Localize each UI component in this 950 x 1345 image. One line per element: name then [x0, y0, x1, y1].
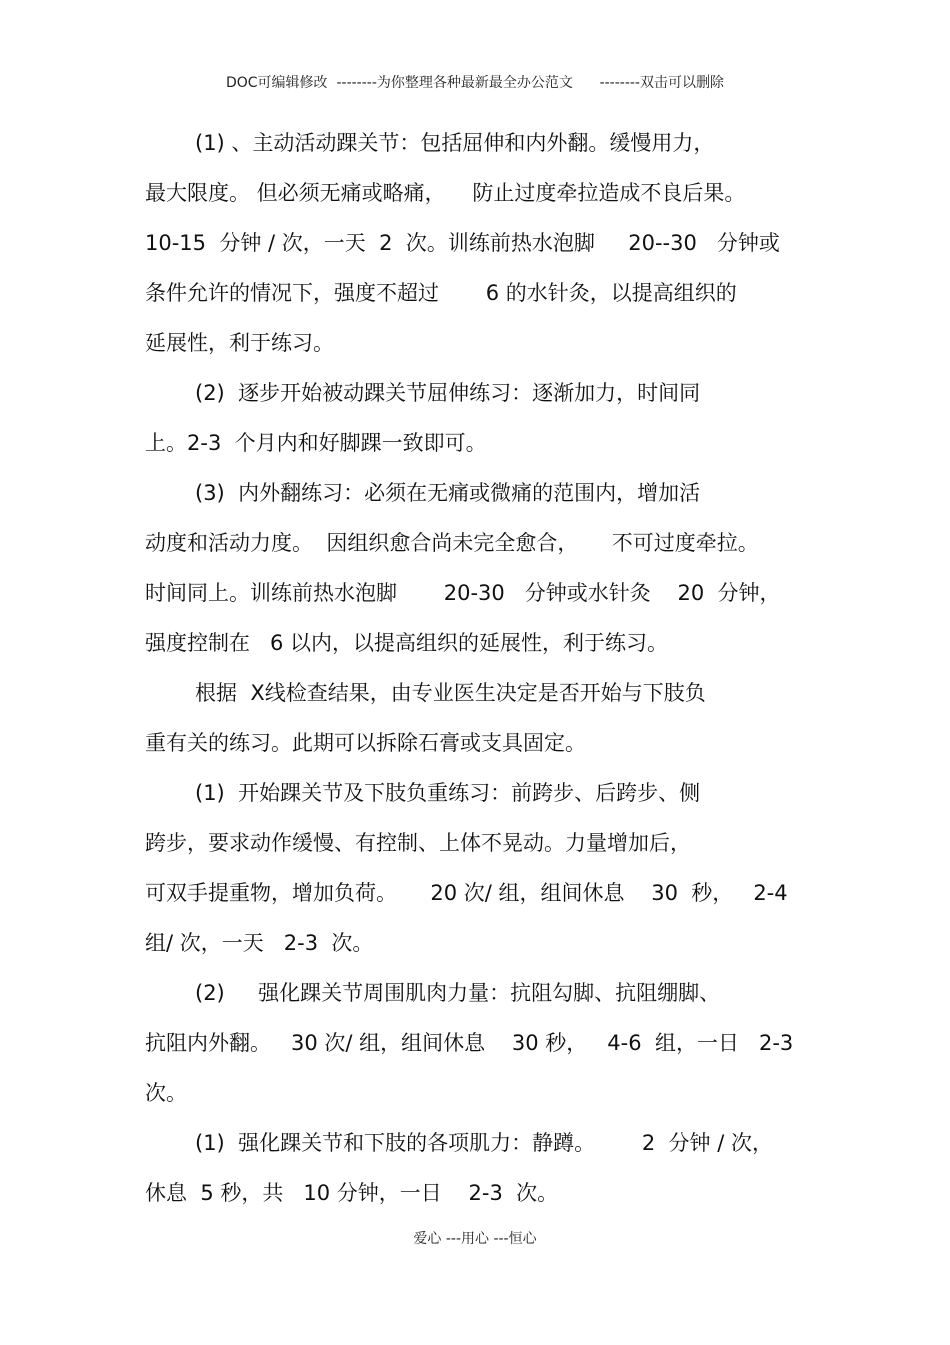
text-line: 重有关的练习。此期可以拆除石膏或支具固定。	[145, 731, 586, 755]
page-footer: 爱心 ---用心 ---恒心	[413, 1231, 537, 1247]
text-line: (3) 内外翻练习：必须在无痛或微痛的范围内，增加活	[195, 481, 701, 505]
text-line: 时间同上。训练前热水泡脚 20-30 分钟或水针灸 20 分钟，	[145, 581, 781, 605]
text-line: 强度控制在 6 以内，以提高组织的延展性，利于练习。	[145, 631, 669, 655]
text-line: 可双手提重物，增加负荷。 20 次/ 组，组间休息 30 秒， 2-4	[145, 881, 788, 905]
text-line: 条件允许的情况下，强度不超过 6 的水针灸，以提高组织的	[145, 281, 737, 305]
text-line: 根据 X线检查结果，由专业医生决定是否开始与下肢负	[195, 681, 706, 705]
text-line: (2) 逐步开始被动踝关节屈伸练习：逐渐加力，时间同	[195, 381, 701, 405]
text-line: 组/ 次，一天 2-3 次。	[145, 931, 374, 955]
text-line: (1) 开始踝关节及下肢负重练习：前跨步、后跨步、侧	[195, 781, 701, 805]
text-line: (1) 强化踝关节和下肢的各项肌力：静蹲。 2 分钟 / 次，	[195, 1131, 773, 1155]
text-line: 10-15 分钟 / 次，一天 2 次。训练前热水泡脚 20--30 分钟或	[145, 231, 780, 255]
text-line: 上。2-3 个月内和好脚踝一致即可。	[145, 431, 487, 455]
text-line: (1) 、主动活动踝关节：包括屈伸和内外翻。缓慢用力，	[195, 131, 715, 155]
text-line: 休息 5 秒，共 10 分钟，一日 2-3 次。	[145, 1181, 559, 1205]
text-line: (2) 强化踝关节周围肌肉力量：抗阻勾脚、抗阻绷脚、	[195, 981, 721, 1005]
text-line: 跨步，要求动作缓慢、有控制、上体不晃动。力量增加后，	[145, 831, 691, 855]
document-body	[145, 118, 815, 1218]
text-line: 次。	[145, 1081, 187, 1105]
page-header: DOC可编辑修改 --------为你整理各种最新最全办公范文 --------双击可以删除	[225, 75, 724, 91]
text-line: 最大限度。 但必须无痛或略痛， 防止过度牵拉造成不良后果。	[145, 181, 746, 205]
text-line: 抗阻内外翻。 30 次/ 组，组间休息 30 秒， 4-6 组，一日 2-3	[145, 1031, 794, 1055]
text-line: 动度和活动力度。 因组织愈合尚未完全愈合， 不可过度牵拉。	[145, 531, 759, 555]
text-line: 延展性，利于练习。	[145, 331, 334, 355]
